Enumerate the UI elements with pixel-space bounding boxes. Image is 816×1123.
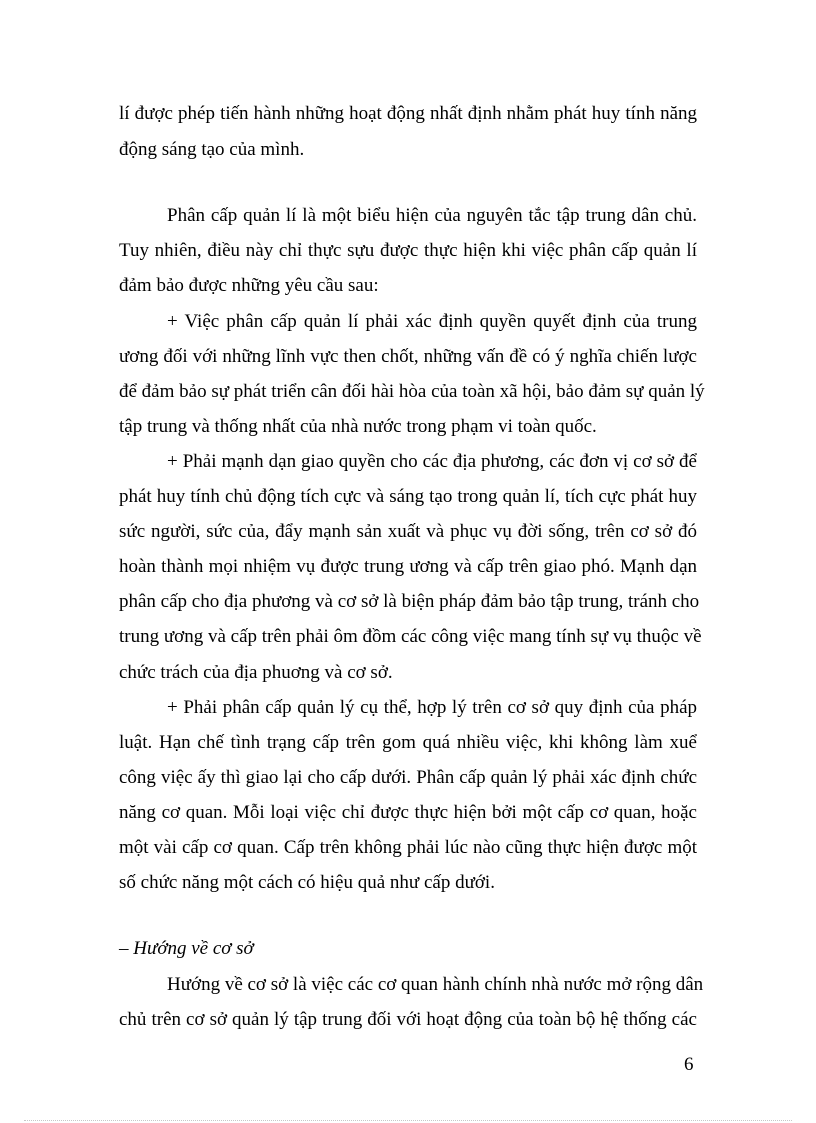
text-line: đảm bảo được những yêu cầu sau: [119, 275, 379, 296]
text-line: năng cơ quan. Mỗi loại việc chỉ được thực hiện bởi một cấp cơ quan, hoặc [119, 802, 697, 823]
text-line: động sáng tạo của mình. [119, 139, 305, 160]
text-line: một vài cấp cơ quan. Cấp trên không phải lúc nào cũng thực hiện được một [119, 837, 697, 858]
section-heading: – Hướng về cơ sở [119, 938, 254, 959]
text-line: phân cấp cho địa phương và cơ sở là biện pháp đảm bảo tập trung, tránh cho [119, 591, 700, 612]
text-line: + Phải mạnh dạn giao quyền cho các địa phương, các đơn vị cơ sở để [167, 451, 697, 472]
text-line: + Phải phân cấp quản lý cụ thể, hợp lý trên cơ sở quy định của pháp [167, 697, 697, 718]
text-line: lí được phép tiến hành những hoạt động nhất định nhằm phát huy tính năng [119, 103, 697, 124]
text-line: chức trách của địa phuơng và cơ sở. [119, 662, 393, 683]
text-line: trung ương và cấp trên phải ôm đồm các công việc mang tính sự vụ thuộc về [119, 626, 702, 647]
text-line: tập trung và thống nhất của nhà nước trong phạm vi toàn quốc. [119, 416, 597, 437]
text-line: Tuy nhiên, điều này chỉ thực sựu được thực hiện khi việc phân cấp quản lí [119, 240, 697, 261]
footer-divider [24, 1120, 792, 1121]
text-line: + Việc phân cấp quản lí phải xác định quyền quyết định của trung [167, 311, 697, 332]
text-line: sức người, sức của, đẩy mạnh sản xuất và phục vụ đời sống, trên cơ sở đó [119, 521, 697, 542]
text-line: chủ trên cơ sở quản lý tập trung đối với hoạt động của toàn bộ hệ thống các [119, 1009, 697, 1030]
text-line: hoàn thành mọi nhiệm vụ được trung ương và cấp trên giao phó. Mạnh dạn [119, 556, 697, 577]
text-line: số chức năng một cách có hiệu quả như cấp dưới. [119, 872, 495, 893]
text-line: để đảm bảo sự phát triển cân đối hài hòa của toàn xã hội, bảo đảm sự quản lý [119, 381, 705, 402]
text-line: Phân cấp quản lí là một biểu hiện của nguyên tắc tập trung dân chủ. [167, 205, 697, 226]
text-line: Hướng về cơ sở là việc các cơ quan hành chính nhà nước mở rộng dân [167, 974, 704, 995]
page-number: 6 [684, 1054, 694, 1075]
text-line: phát huy tính chủ động tích cực và sáng tạo trong quản lí, tích cực phát huy [119, 486, 697, 507]
text-line: công việc ấy thì giao lại cho cấp dưới. Phân cấp quản lý phải xác định chức [119, 767, 697, 788]
text-line: luật. Hạn chế tình trạng cấp trên gom quá nhiều việc, khi không làm xuể [119, 732, 697, 753]
text-line: ương đối với những lĩnh vực then chốt, những vấn đề có ý nghĩa chiến lược [119, 346, 697, 367]
